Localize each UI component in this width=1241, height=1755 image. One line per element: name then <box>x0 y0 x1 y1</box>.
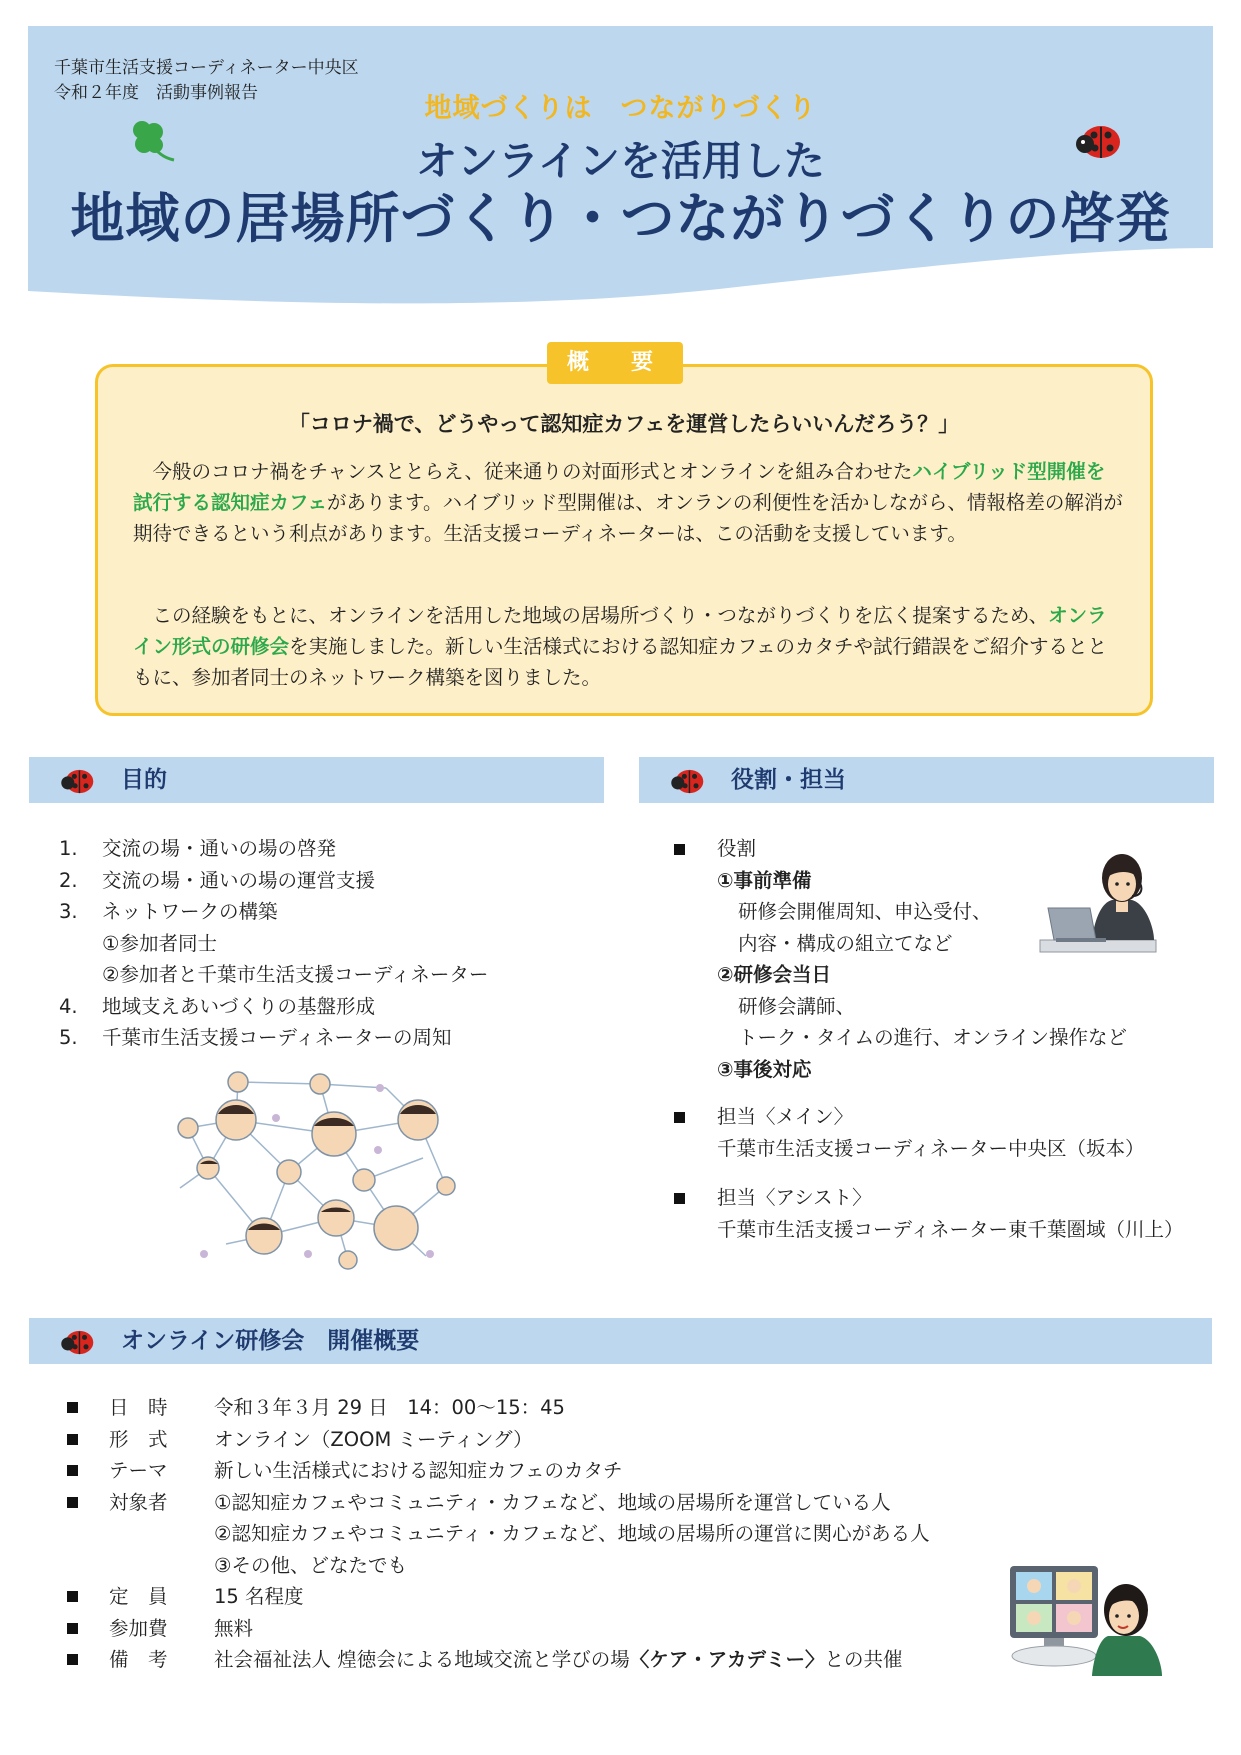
overview-question: 「コロナ禍で、どうやって認知症カフェを運営したらいいんだろう？」 <box>288 412 960 436</box>
event-row <box>0 1487 1000 1519</box>
bullet-icon <box>67 1465 78 1476</box>
assist-staff-value: 千葉市生活支援コーディネーター東千葉圏域（川上） <box>717 1218 1184 1241</box>
role-step-1-detail-1: 研修会開催周知、申込受付、 <box>738 900 992 923</box>
event-row-value: ①認知症カフェやコミュニティ・カフェなど、地域の居場所を運営している人 <box>214 1490 891 1514</box>
event-row <box>0 1644 1000 1676</box>
operator-illustration <box>1036 848 1158 960</box>
event-row <box>0 1581 1000 1613</box>
bullet-icon <box>67 1591 78 1602</box>
main-staff-value: 千葉市生活支援コーディネーター中央区（坂本） <box>717 1137 1145 1160</box>
event-note-text-a: 社会福祉法人 煌徳会による地域交流と学びの場 <box>214 1648 630 1671</box>
role-section-header <box>639 757 1214 803</box>
list-item-number: 1. <box>59 837 78 860</box>
list-item-text: 交流の場・通いの場の運営支援 <box>102 868 376 892</box>
overview-p2-text-c: を実施しました。新しい生活様式における認知症カフェのカタチや試行錯誤をご紹介するとともに、参加者同士のネットワーク構築を図りました。 <box>133 635 1108 689</box>
bullet-icon <box>67 1623 78 1634</box>
bullet-icon <box>674 844 685 855</box>
overview-paragraph-1 <box>133 456 1123 549</box>
overview-p1-text-c: があります。ハイブリッド型開催は、オンランの利便性を活かしながら、情報格差の解消が期待できるという利点があります。生活支援コーディネーターは、この活動を支援しています。 <box>133 491 1123 545</box>
list-item <box>0 1022 600 1054</box>
list-item-number: 4. <box>59 994 78 1018</box>
role-step-1: ①事前準備 <box>717 868 812 892</box>
event-row-value: 15 名程度 <box>214 1585 304 1608</box>
list-item <box>0 896 600 928</box>
event-row-value: 無料 <box>214 1616 254 1640</box>
list-item-text: ②参加者と千葉市生活支援コーディネーター <box>102 963 489 986</box>
event-row <box>0 1550 1000 1582</box>
event-row-label: テーマ <box>109 1459 168 1482</box>
role-step-3: ③事後対応 <box>717 1057 812 1081</box>
event-row <box>0 1613 1000 1645</box>
event-row <box>0 1424 1000 1456</box>
org-line-1: 千葉市生活支援コーディネーター中央区 <box>54 58 359 78</box>
purpose-heading: 目的 <box>121 767 167 793</box>
page-subtitle: オンラインを活用した <box>416 137 825 185</box>
event-note-highlight: 〈ケア・アカデミー〉 <box>629 1648 825 1671</box>
event-row-label: 形 式 <box>109 1427 168 1451</box>
role-step-1-detail-2: 内容・構成の組立てなど <box>738 931 953 955</box>
ladybug-icon <box>669 764 707 796</box>
event-row-label: 定 員 <box>109 1585 168 1608</box>
list-item-number: 2. <box>59 868 78 892</box>
event-row-value: 新しい生活様式における認知症カフェのカタチ <box>214 1459 623 1482</box>
list-item-number: 5. <box>59 1026 78 1049</box>
event-row <box>0 1392 1000 1424</box>
event-section-header <box>29 1318 1212 1364</box>
list-item-text: 交流の場・通いの場の啓発 <box>102 837 337 860</box>
bullet-icon <box>67 1654 78 1665</box>
event-row <box>0 1455 1000 1487</box>
list-item-text: ①参加者同士 <box>102 931 217 955</box>
ladybug-icon <box>59 764 97 796</box>
event-note-text-c: との共催 <box>824 1648 903 1671</box>
role-step-2-detail-1: 研修会講師、 <box>738 994 856 1018</box>
bullet-icon <box>67 1497 78 1508</box>
event-row-value: 令和３年３月 29 日 14：00～15：45 <box>214 1396 565 1419</box>
list-item <box>0 928 600 960</box>
org-line-2: 令和２年度 活動事例報告 <box>54 83 258 103</box>
clover-icon <box>122 118 178 166</box>
event-row-value: ③その他、どなたでも <box>214 1553 407 1577</box>
page-title: 地域の居場所づくり・つながりづくりの啓発 <box>70 187 1171 250</box>
event-row-label: 日 時 <box>109 1396 168 1419</box>
role-step-2-detail-2: トーク・タイムの進行、オンライン操作など <box>738 1026 1128 1049</box>
main-staff-label: 担当〈メイン〉 <box>717 1105 854 1128</box>
overview-p1-text-a: 今般のコロナ禍をチャンスととらえ、従来通りの対面形式とオンラインを組み合わせた <box>133 460 913 483</box>
event-heading: オンライン研修会 開催概要 <box>121 1328 420 1354</box>
bullet-icon <box>674 1193 685 1204</box>
event-row-label: 参加費 <box>109 1616 168 1640</box>
overview-p2-text-a: この経験をもとに、オンラインを活用した地域の居場所づくり・つながりづくりを広く提案するため、 <box>133 604 1049 627</box>
list-item-number: 3. <box>59 900 78 923</box>
list-item <box>0 833 600 865</box>
event-row-label: 対象者 <box>109 1490 168 1514</box>
list-item-text: 地域支えあいづくりの基盤形成 <box>102 994 376 1018</box>
ladybug-icon <box>1074 118 1124 162</box>
role-step-2: ②研修会当日 <box>717 963 832 986</box>
event-note-label: 備 考 <box>109 1648 168 1671</box>
bullet-icon <box>67 1402 78 1413</box>
assist-staff-label: 担当〈アシスト〉 <box>717 1186 872 1209</box>
overview-label: 概 要 <box>547 342 683 384</box>
event-note-value <box>214 1644 903 1676</box>
list-item <box>0 991 600 1023</box>
list-item-text: ネットワークの構築 <box>102 900 278 923</box>
list-item <box>0 865 600 897</box>
bullet-icon <box>674 1112 685 1123</box>
role-heading: 役割・担当 <box>731 767 846 793</box>
event-row-value: ②認知症カフェやコミュニティ・カフェなど、地域の居場所の運営に関心がある人 <box>214 1522 930 1545</box>
role-label: 役割 <box>717 837 757 860</box>
event-row-value: オンライン（ZOOM ミーティング） <box>214 1427 533 1451</box>
video-call-illustration <box>1004 1560 1164 1676</box>
list-item-text: 千葉市生活支援コーディネーターの周知 <box>102 1026 452 1049</box>
ladybug-icon <box>59 1325 97 1357</box>
overview-paragraph-2 <box>133 600 1123 693</box>
list-item <box>0 959 600 991</box>
purpose-list <box>0 833 620 1063</box>
bullet-icon <box>67 1434 78 1445</box>
overview-p1-highlight: ハイブリッド型開催を試行する認知症カフェ <box>133 460 1106 514</box>
overview-p2-highlight: オンライン形式の研修会 <box>133 604 1107 658</box>
tagline: 地域づくりは つながりづくり <box>424 93 817 124</box>
network-illustration <box>168 1068 468 1278</box>
purpose-section-header <box>29 757 604 803</box>
event-row <box>0 1518 1000 1550</box>
